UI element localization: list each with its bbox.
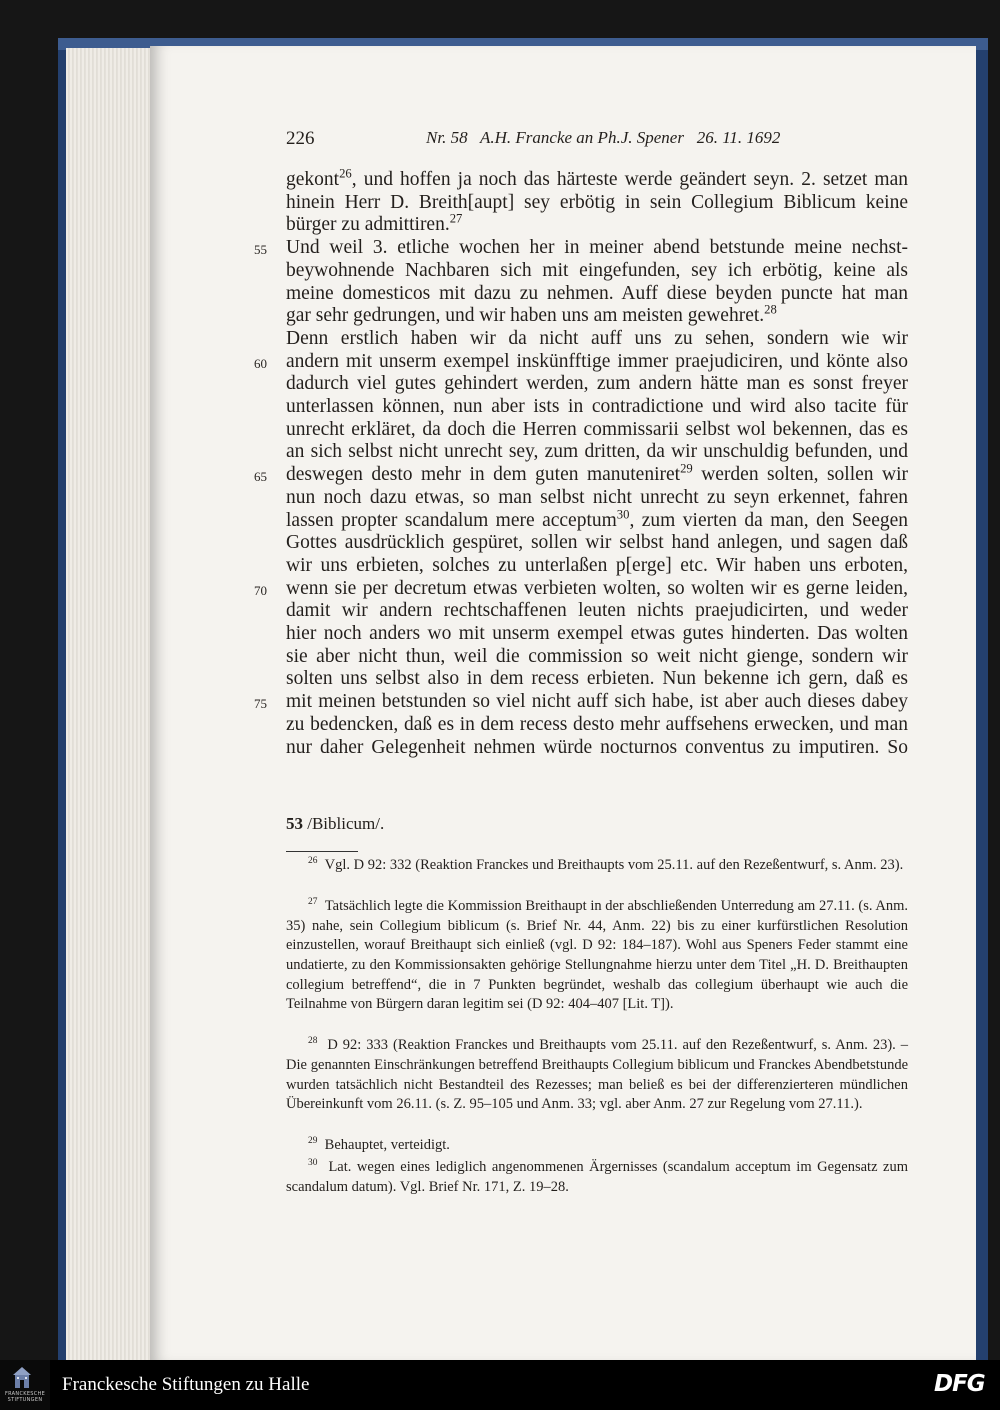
footnote-number: 28	[308, 1036, 318, 1047]
page-header	[286, 128, 908, 154]
text-line	[286, 486, 908, 510]
text-line	[286, 282, 908, 306]
text-line	[286, 577, 908, 601]
footnote-marker[interactable]: 28	[764, 302, 777, 317]
line-text: gekont	[286, 169, 340, 190]
line-text: andern mit unserm exempel inskünfftige immer praejudiciren, und könte also	[286, 350, 908, 372]
footnote	[286, 1158, 908, 1197]
viewer-footer	[0, 1360, 1000, 1410]
text-line	[286, 168, 908, 192]
line-text: meine domesticos mit dazu zu nehmen. Auff diese beyden puncte hat man	[286, 282, 908, 304]
critical-apparatus	[286, 814, 384, 834]
building-icon	[12, 1366, 32, 1390]
footnote-text: D 92: 333 (Reaktion Franckes und Breithaupts vom 25.11. auf den Rezeßentwurf, s. Anm. 23). – Die genannten Einschränkungen betreffend Breithaupts Collegium biblicum und Franckes Abendbetstunde wurden tatsächlich nicht Bestandteil des Rezesses; man beließ es bei der differenzierteren mündlichen Übereinkunft vom 26.11. (s. Z. 95–105 und Anm. 33; vgl. aber Anm. 27 zur Regelung vom 27.11.).	[286, 1037, 909, 1113]
footnote-marker[interactable]: 27	[449, 211, 463, 226]
text-line	[286, 236, 908, 260]
footnote-marker[interactable]: 29	[680, 461, 693, 476]
line-text: Denn erstlich haben wir da nicht auff uns zu sehen, sondern wie wir	[286, 327, 908, 349]
footnote-text: Behauptet, verteidigt.	[324, 1137, 450, 1154]
text-line	[286, 645, 908, 669]
text-line	[286, 599, 908, 623]
text-line	[286, 531, 908, 555]
text-line	[286, 350, 908, 374]
line-text: bürger zu admittiren.	[286, 214, 450, 236]
line-number: 70	[254, 582, 267, 598]
line-text: Und weil 3. etliche wochen her in meiner abend betstunde meine nechst-	[286, 237, 908, 259]
footnote-number: 26	[308, 856, 318, 867]
line-text: an sich selbst nicht unrecht sey, zum dritten, da wir unschuldig befunden, und	[286, 441, 908, 463]
text-line	[286, 213, 908, 237]
line-text: zu bedencken, daß es in dem recess desto mehr auffsehens erwecken, und man	[286, 713, 908, 735]
line-text: damit wir andern rechtschaffenen leuten nichts praejudicirten, und weder	[286, 600, 908, 622]
line-text: , und hoffen ja noch das härteste werde geändert seyn. 2. setzet man	[351, 169, 908, 190]
footnote-divider	[286, 851, 358, 852]
text-line	[286, 327, 908, 351]
text-line	[286, 690, 908, 714]
line-text: Gottes ausdrücklich gespüret, sollen wir selbst hand anlegen, und sagen daß	[286, 532, 908, 554]
line-text: wir uns erbieten, solches zu unterlaßen p[erge] etc. Wir haben uns erboten,	[286, 554, 908, 576]
footnote	[286, 856, 908, 876]
line-text: unrecht erkläret, da doch die Herren commissarii selbst wol bekennen, das es	[286, 418, 908, 440]
franckesche-logo[interactable]	[0, 1360, 50, 1410]
text-line	[286, 418, 908, 442]
footnote-number: 27	[308, 897, 318, 908]
text-line	[286, 736, 908, 760]
footnote	[286, 1036, 908, 1114]
line-number: 55	[254, 242, 267, 258]
text-line	[286, 667, 908, 691]
footnote-text: Tatsächlich legte die Kommission Breithaupt in der abschließenden Unterredung am 27.11. (s. Anm. 35) nahe, sein Collegium biblicum (s. Brief Nr. 44, Anm. 22) bis zu einer kurfürstlichen Resolution einzustellen, worauf Breithaupt sich einließ (vgl. D 92: 184–187). Wohl aus Speners Feder stammt eine undatierte, zu den Kommissionsakten gehörige Stellungnahme hierzu unter dem Titel „H. D. Breithaupten collegium betreffend“, die in 7 Punkten begründet, weshalb das collegium überhaupt wie auch die Teilnahme von Bürgern daran legitim sei (D 92: 404–407 [Lit. T]).	[286, 898, 909, 1013]
line-text: unterlassen können, nun aber ists in contradictione und wird also tacite für	[286, 396, 908, 417]
line-text: wenn sie per decretum etwas verbieten wolten, so wolten wir es gerne leiden,	[286, 577, 908, 599]
footnote-number: 29	[308, 1136, 318, 1147]
text-line	[286, 395, 908, 419]
text-line	[286, 509, 908, 533]
line-text: , zum vierten da man, den Seegen	[629, 509, 909, 531]
footnote-text: Vgl. D 92: 332 (Reaktion Franckes und Breithaupts vom 25.11. auf den Rezeßentwurf, s. Anm. 23).	[324, 857, 904, 873]
running-title: Nr. 58 A.H. Francke an Ph.J. Spener 26. 11. 1692	[426, 128, 781, 147]
footer-title[interactable]: Franckesche Stiftungen zu Halle	[62, 1374, 310, 1395]
text-line	[286, 463, 908, 487]
line-text: solten uns selbst also in dem recess erbieten. Nun bekenne ich gern, daß es	[286, 668, 908, 690]
apparatus-reading: /Biblicum/.	[303, 814, 385, 833]
line-number: 65	[254, 469, 267, 485]
line-text: werden solten, sollen wir	[692, 464, 908, 486]
line-text: hier noch anders wo mit unserm exempel etwas gutes hinderten. Das wolten	[286, 623, 908, 644]
text-line	[286, 372, 908, 396]
dfg-logo[interactable]: DFG	[934, 1371, 985, 1397]
line-text: beywohnende Nachbaren sich mit eingefunden, sey ich erbötig, keine als	[286, 259, 908, 281]
text-line	[286, 713, 908, 737]
text-line	[286, 440, 908, 464]
logo-caption: FRANCKESCHE STIFTUNGEN	[4, 1391, 46, 1403]
footnote-marker[interactable]: 26	[339, 166, 352, 181]
text-line	[286, 191, 908, 215]
line-text: nun noch dazu etwas, so man selbst nicht unrecht zu seyn erkennet, fahren	[286, 486, 908, 508]
text-line	[286, 554, 908, 578]
line-text: sie aber nicht thun, weil die commission so weit nicht gienge, sondern wir	[286, 645, 908, 667]
text-line	[286, 622, 908, 646]
apparatus-line-ref: 53	[286, 814, 303, 833]
line-text: gar sehr gedrungen, und wir haben uns am meisten gewehret.	[286, 305, 765, 327]
line-number: 60	[254, 355, 267, 371]
line-number: 75	[254, 696, 267, 712]
line-text: deswegen desto mehr in dem guten manuteniret	[286, 464, 681, 486]
line-text: dadurch viel gutes gehindert werden, zum andern hätte man es sonst freyer	[286, 373, 908, 395]
footnote-number: 30	[308, 1158, 318, 1169]
footnote	[286, 1136, 908, 1156]
footnote	[286, 897, 908, 1015]
line-text: lassen propter scandalum mere acceptum	[286, 509, 617, 531]
line-text: hinein Herr D. Breith[aupt] sey erbötig in sein Collegium Biblicum keine	[286, 191, 908, 213]
text-line	[286, 259, 908, 283]
footnote-marker[interactable]: 30	[616, 507, 630, 521]
page-number: 226	[286, 128, 315, 149]
line-text: mit meinen betstunden so viel nicht auff sich habe, ist aber auch dieses dabey	[286, 691, 908, 713]
text-line	[286, 304, 908, 328]
footnote-text: Lat. wegen eines lediglich angenommenen Ärgernisses (scandalum acceptum im Gegensatz zum scandalum datum). Vgl. Brief Nr. 171, Z. 19–28.	[286, 1159, 909, 1195]
line-text: nur daher Gelegenheit nehmen würde nocturnos conventus zu imputiren. So	[286, 736, 908, 758]
